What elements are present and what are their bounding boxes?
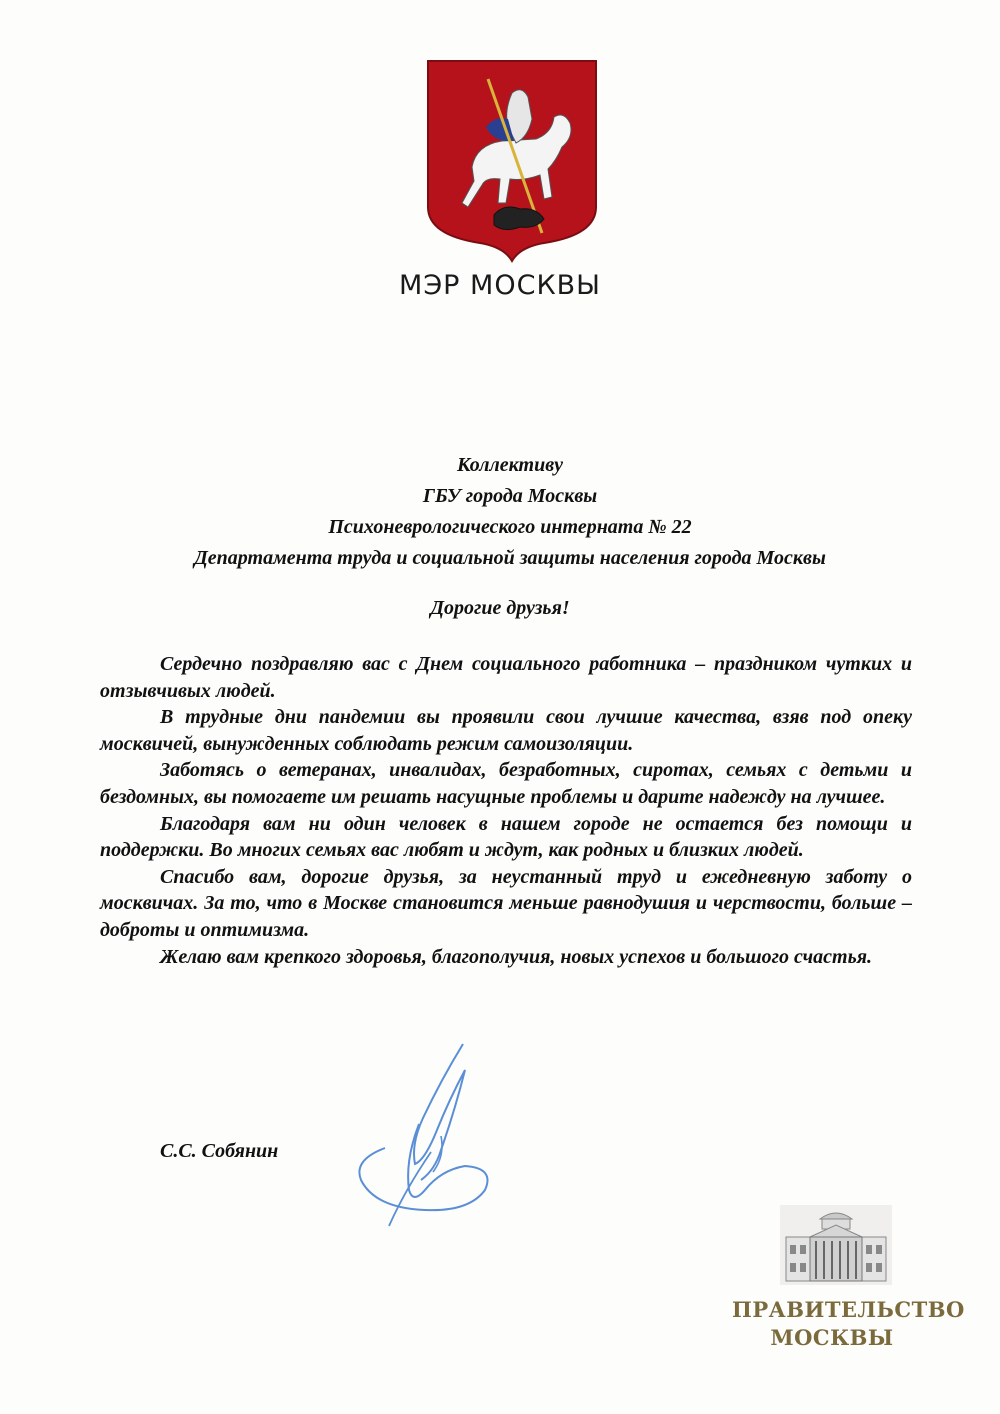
body-paragraph: Спасибо вам, дорогие друзья, за неустанный труд и ежедневную заботу о москвичах. За то, что в Москве становится меньше равнодушия и черствости, больше – доброты и оптимизма. [100, 865, 912, 941]
government-building-icon [780, 1205, 892, 1285]
body-paragraph: Благодаря вам ни один человек в нашем городе не остается без помощи и поддержки. Во многих семьях вас любят и ждут, как родных и близких людей. [100, 812, 912, 862]
moscow-coat-of-arms-icon [424, 57, 600, 263]
addressee-line: Психоневрологического интерната № 22 [328, 516, 692, 538]
addressee-line: Коллективу [456, 454, 564, 476]
government-name-line: МОСКВЫ [770, 1325, 894, 1350]
body-paragraph: Сердечно поздравляю вас с Днем социального работника – праздником чутких и отзывчивых людей. [100, 653, 912, 702]
body-paragraph: Желаю вам крепкого здоровья, благополучия, новых успехов и большого счастья. [160, 945, 873, 968]
addressee-block [60, 450, 960, 574]
addressee-line: Департамента труда и социальной защиты населения города Москвы [194, 547, 826, 569]
letter-body [100, 651, 912, 970]
government-name-line: ПРАВИТЕЛЬСТВО [732, 1297, 965, 1322]
government-name [732, 1296, 965, 1352]
signer-name: С.С. Собянин [160, 1140, 279, 1162]
body-paragraph: В трудные дни пандемии вы проявили свои лучшие качества, взяв под опеку москвичей, вынужденных соблюдать режим самоизоляции. [100, 706, 912, 755]
addressee-line: ГБУ города Москвы [422, 485, 598, 507]
greeting: Дорогие друзья! [430, 597, 570, 619]
document-header-title: МЭР МОСКВЫ [399, 270, 601, 301]
signature-icon [345, 1040, 515, 1240]
body-paragraph: Заботясь о ветеранах, инвалидах, безработных, сиротах, семьях с детьми и бездомных, вы помогаете им решать насущные проблемы и дарите надежду на лучшее. [100, 759, 912, 808]
